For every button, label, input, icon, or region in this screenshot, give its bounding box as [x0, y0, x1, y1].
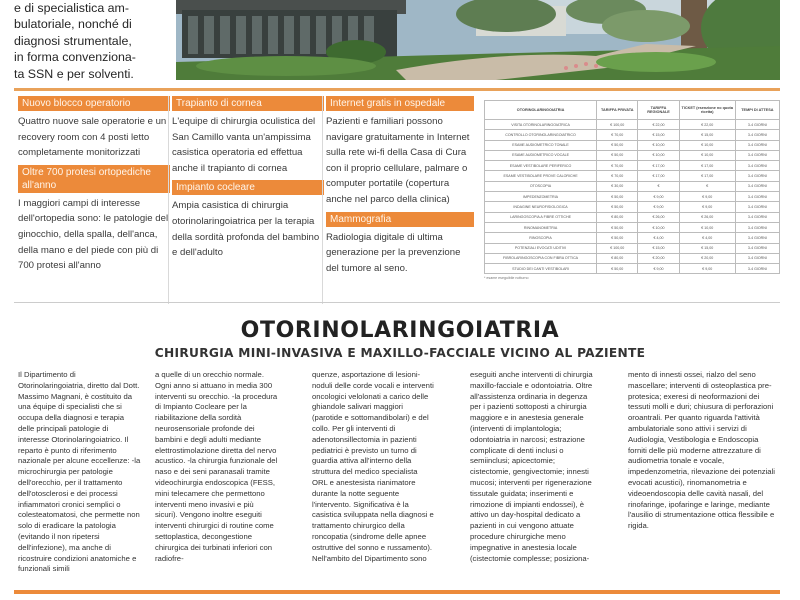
table-cell: € 80,00 — [597, 253, 638, 263]
table-cell: 3-4 GIORNI — [735, 150, 779, 160]
table-cell: 3-4 GIORNI — [735, 222, 779, 232]
table-cell: € 20,00 — [638, 253, 679, 263]
table-cell: € 22,00 — [679, 120, 735, 130]
table-cell: € 10,00 — [679, 150, 735, 160]
table-cell: € 17,00 — [638, 161, 679, 171]
table-cell: € 9,00 — [638, 192, 679, 202]
article-column — [18, 370, 141, 575]
table-cell: € 9,00 — [679, 192, 735, 202]
section-divider — [14, 302, 780, 303]
table-cell: € 50,00 — [597, 233, 638, 243]
table-header: OTORINOLARINGOIATRIA — [485, 101, 597, 120]
clinic-garden-photo — [176, 0, 780, 80]
section-header: Mammografia — [326, 212, 474, 227]
article-column — [470, 370, 593, 564]
table-cell: IMPEDENZOMETRIA — [485, 192, 597, 202]
article-subtitle: CHIRURGIA MINI-INVASIVA E MAXILLO-FACCIALE VICINO AL PAZIENTE — [154, 346, 646, 360]
article-title: OTORINOLARINGOIATRIA — [240, 318, 560, 343]
section-text: I maggiori campi di interesse dell'ortopedia sono: le patologie del ginocchio, della spalla, dell'anca, della mano e del piede con più di 700 protesi all'anno — [18, 197, 169, 272]
table-cell: 3-4 GIORNI — [735, 192, 779, 202]
table-cell: 3-4 GIORNI — [735, 202, 779, 212]
section-text: Quattro nuove sale operatorie e un recovery room con 4 posti letto completamente monitorizzati — [18, 116, 167, 159]
table-cell: ESAME VESTIBOLARE PERIFERICO — [485, 161, 597, 171]
intro-line: ta SSN e per solventi. — [14, 66, 134, 81]
article-paragraph: a quelle di un orecchio normale. Ogni anno si attuano in media 300 interventi su orecchio. -la procedura di Impianto Cocleare per la riabilitazione della sordità neurosensoriale profonde dei bambini e degli adulti mediante elettrostimolazione diretta del nervo acustico. -la chirurgia funzionale del naso e dei seni paranasali tramite videochirurgia endoscopica (FESS, mini telecamere che permettono interventi meno invasivi e più sicuri). Vengono inoltre eseguiti interventi chirurgici di routine come settoplastica, decongestione chirurgica dei turbinati inferiori con radiofre- — [155, 370, 278, 563]
article-column — [628, 370, 778, 532]
table-cell: € 26,00 — [638, 212, 679, 222]
table-cell: 3-4 GIORNI — [735, 161, 779, 171]
table-cell: € 10,00 — [638, 150, 679, 160]
table-header-row — [485, 101, 780, 120]
table-cell: INDAGINE NEUROFISIOLOGICA — [485, 202, 597, 212]
table-row — [485, 243, 780, 253]
table-row — [485, 150, 780, 160]
article-paragraph: quenze, asportazione di lesioni-noduli delle corde vocali e interventi oncologici velolonati a carico delle ghiandole salivari maggiori (parotide e sottomandibolari) e del collo. Per gli interventi di adenotonsillectomia in pazienti pediatrici è previsto un turno di guardia attiva all'interno della struttura del medico specialista ORL e anestesista rianimatore durante la notte seguente l'intervento. Significativa è la casistica sviluppata nella diagnosi e trattamento chirurgico della roncopatia (sindrome delle apnee ostruttive del sonno e russamento). Nell'ambito del Dipartimento sono — [312, 370, 434, 563]
table-cell: € 15,00 — [638, 243, 679, 253]
table-cell: € — [638, 181, 679, 191]
table-cell: OTOSCOPIA — [485, 181, 597, 191]
article-column — [155, 370, 278, 564]
table-note: * esame eseguibile notturno — [484, 276, 529, 281]
table-cell: € 17,00 — [679, 171, 735, 181]
table-cell: € 80,00 — [597, 212, 638, 222]
info-column-1 — [18, 96, 170, 278]
table-cell: € 100,00 — [597, 243, 638, 253]
table-cell: 3-4 GIORNI — [735, 233, 779, 243]
table-cell: € 70,00 — [597, 130, 638, 140]
article-paragraph: mento di innesti ossei, rialzo del seno mascellare; interventi di osteoplastica pre-protesica; exeresi di neoformazioni dei tessuti molli e duri; chiusura di perforazioni oroantrali. Per quanto riguarda l'attività ambulatoriale sono attivi i servizi di Audiologia, Vestibologia e Endoscopia forniti delle più moderne attrezzature di audiometria tonale e vocale, impedenzometria, rilevazione dei potenziali evocati acustici), rinomanometria e videoendoscopia delle cavità nasali, del rinofaringe, ipofaringe e laringe, mediante l'ausilio di strumentazione ottica flessibile e rigida. — [628, 370, 775, 531]
table-cell: € 30,00 — [597, 181, 638, 191]
column-divider — [322, 96, 323, 304]
bottom-divider — [14, 590, 780, 594]
table-cell: € 50,00 — [597, 222, 638, 232]
table-header: TEMPI DI ATTESA — [735, 101, 779, 120]
table-cell: ESAME AUDIOMETRICO TONALE — [485, 140, 597, 150]
info-column-3 — [326, 96, 474, 280]
table-cell: € 70,00 — [597, 161, 638, 171]
table-cell: € — [679, 181, 735, 191]
table-cell: € 15,00 — [679, 130, 735, 140]
table-cell: € 4,00 — [638, 233, 679, 243]
table-cell: 3-4 GIORNI — [735, 253, 779, 263]
table-cell: € 17,00 — [679, 161, 735, 171]
article-paragraph: eseguiti anche interventi di chirurgia maxillo-facciale e odontoiatria. Oltre all'assistenza ordinaria in degenza per i pazienti sottoposti a chirurgia maggiore e in anestesia generale (interventi di implantologia; odontoiatria in narcosi; estrazione complicate di denti inclusi o semiinclusi; apicectomie; cistectomie, gengivectomie; innesti mucosi; interventi per rigenerazione tissutale guidata; inserimenti e rimozione di impianti endossei), è attivo un day-hospital dedicato a pazienti in cui vengono attuate procedure chirurgiche meno impegnative in anestesia locale (cistectomie complesse; posiziona- — [470, 370, 593, 563]
top-divider — [14, 88, 780, 91]
table-cell: € 10,00 — [679, 140, 735, 150]
table-row — [485, 120, 780, 130]
table-row — [485, 212, 780, 222]
table-cell: 3-4 GIORNI — [735, 181, 779, 191]
table-cell: € 15,00 — [679, 243, 735, 253]
table-cell: € 70,00 — [597, 171, 638, 181]
table-cell: € 50,00 — [597, 192, 638, 202]
table-cell: ESAME VESTIBOLARE PROVE CALORICHE — [485, 171, 597, 181]
column-divider — [168, 96, 169, 304]
section-header: Oltre 700 protesi ortopediche all'anno — [18, 165, 170, 193]
article-column — [312, 370, 435, 564]
table-cell: € 26,00 — [679, 212, 735, 222]
table-row — [485, 192, 780, 202]
table-cell: STUDIO DEI CANTI VESTIBOLARI — [485, 264, 597, 274]
section-header: Nuovo blocco operatorio — [18, 96, 170, 111]
info-column-2 — [172, 96, 324, 265]
table-header: TICKET (esenzione no quota ricetta) — [679, 101, 735, 120]
section-header: Internet gratis in ospedale — [326, 96, 474, 111]
table-row — [485, 264, 780, 274]
table-cell: € 22,00 — [638, 120, 679, 130]
table-cell: € 50,00 — [597, 264, 638, 274]
table-cell: € 50,00 — [597, 140, 638, 150]
article-body — [14, 370, 786, 594]
table-row — [485, 202, 780, 212]
table-row — [485, 222, 780, 232]
table-header: TARIFFA PRIVATA — [597, 101, 638, 120]
table-header: TARIFFA REGIONALE — [638, 101, 679, 120]
table-cell: € 10,00 — [638, 140, 679, 150]
table-cell: € 9,00 — [679, 202, 735, 212]
table-cell: RINOMANOMETRIA — [485, 222, 597, 232]
table-cell: € 4,00 — [679, 233, 735, 243]
section-header: Impianto cocleare — [172, 180, 324, 195]
section-text: Radiologia digitale di ultima generazione per la prevenzione del tumore al seno. — [326, 231, 461, 274]
table-cell: € 50,00 — [597, 202, 638, 212]
table-cell: VISITA OTORINOLARINGOIATRICA — [485, 120, 597, 130]
intro-line: bulatoriale, nonché di — [14, 17, 132, 32]
intro-text — [14, 0, 172, 82]
table-row — [485, 233, 780, 243]
table-row — [485, 253, 780, 263]
table-cell: 3-4 GIORNI — [735, 140, 779, 150]
table-cell: 3-4 GIORNI — [735, 120, 779, 130]
table-cell: 3-4 GIORNI — [735, 212, 779, 222]
table-cell: € 9,00 — [679, 264, 735, 274]
table-cell: POTENZIALI EVOCATI UDITIVI — [485, 243, 597, 253]
table-cell: € 10,00 — [679, 222, 735, 232]
section-text: Pazienti e familiari possono navigare gratuitamente in Internet sulla rete wi-fi della Casa di Cura con il proprio cellulare, palmare o computer portatile (copertura anche nel parco della clinica) — [326, 116, 470, 205]
table-cell: € 15,00 — [638, 130, 679, 140]
table-cell: € 50,00 — [597, 150, 638, 160]
section-header: Trapianto di cornea — [172, 96, 324, 111]
table-cell: 3-4 GIORNI — [735, 171, 779, 181]
table-cell: € 10,00 — [638, 222, 679, 232]
section-text: Ampia casistica di chirurgia otorinolaringoiatrica per la terapia della sordità profonda del bambino e dell'adulto — [172, 200, 320, 259]
intro-line: diagnosi strumentale, — [14, 33, 132, 48]
table-cell: 3-4 GIORNI — [735, 264, 779, 274]
table-row — [485, 140, 780, 150]
table-row — [485, 181, 780, 191]
table-cell: FIBROLARINGOSCOPIA CON FIBRA OTTICA — [485, 253, 597, 263]
table-cell: € 9,00 — [638, 264, 679, 274]
table-cell: RINOSCOPIA — [485, 233, 597, 243]
table-cell: CONTROLLO OTORINOLARINGOIATRICO — [485, 130, 597, 140]
table-cell: LARINGOSCOPIA A FIBRE OTTICHE — [485, 212, 597, 222]
table-row — [485, 130, 780, 140]
table-cell: 3-4 GIORNI — [735, 130, 779, 140]
intro-line: e di specialistica am- — [14, 1, 130, 15]
price-table — [484, 100, 780, 280]
section-text: L'equipe di chirurgia oculistica del San Camillo vanta un'ampissima casistica operatoria ed effettua anche il trapianto di cornea — [172, 116, 316, 174]
table-row — [485, 171, 780, 181]
table-row — [485, 161, 780, 171]
intro-line: in forma convenziona- — [14, 50, 136, 65]
article-paragraph: Il Dipartimento di Otorinolaringoiatria, diretto dal Dott. Massimo Magnani, è costituito da una équipe di specialisti che si occupa della diagnosi e terapia delle principali patologie di interesse Otorinolaringoiatrico. Il reparto è punto di riferimento nazionale per alcune eccellenze: -la microchirurgia per patologie dell'orecchio, per il trattamento dell'otosclerosi e dei processi infiammatori cronici semplici o colesteatomatosi, che permette non solo di eradicare la patologia (evitando il non ripetersi dell'infezione), ma anche di ricostruire condizioni anatomiche e funzionali simili — [18, 370, 141, 574]
table-cell: € 9,00 — [638, 202, 679, 212]
table-cell: ESAME AUDIOMETRICO VOCALE — [485, 150, 597, 160]
table-cell: 3-4 GIORNI — [735, 243, 779, 253]
table-cell: € 20,00 — [679, 253, 735, 263]
table-cell: € 17,00 — [638, 171, 679, 181]
table-cell: € 100,00 — [597, 120, 638, 130]
